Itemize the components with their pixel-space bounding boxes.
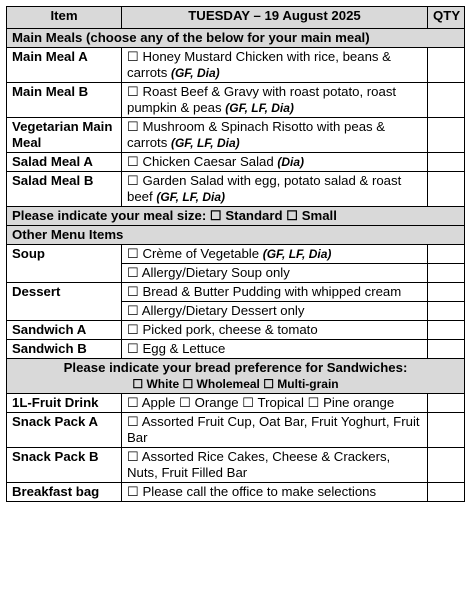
soup-option-dietary[interactable]: ☐ Allergy/Dietary Soup only: [122, 264, 428, 283]
snack-pack-a-option[interactable]: ☐ Assorted Fruit Cup, Oat Bar, Fruit Yoghurt, Fruit Bar: [122, 413, 428, 448]
table-row: [7, 172, 465, 207]
dessert-label: Dessert: [7, 283, 122, 321]
vegetarian-meal-qty[interactable]: [428, 118, 465, 153]
soup-label: Soup: [7, 245, 122, 283]
snack-pack-b-label: Snack Pack B: [7, 448, 122, 483]
table-row: [7, 448, 465, 483]
table-row: [7, 245, 465, 264]
salad-meal-a-qty[interactable]: [428, 153, 465, 172]
salad-meal-a-label: Salad Meal A: [7, 153, 122, 172]
dessert-pudding-qty[interactable]: [428, 283, 465, 302]
table-row: [7, 48, 465, 83]
main-meal-b-qty[interactable]: [428, 83, 465, 118]
table-row: [7, 483, 465, 502]
meal-size-prompt[interactable]: Please indicate your meal size: ☐ Standard ☐ Small: [7, 207, 465, 226]
qty-column-header: QTY: [428, 7, 465, 29]
salad-meal-b-qty[interactable]: [428, 172, 465, 207]
soup-option-vegetable[interactable]: ☐ Crème of Vegetable (GF, LF, Dia): [122, 245, 428, 264]
snack-pack-b-qty[interactable]: [428, 448, 465, 483]
main-meal-b-label: Main Meal B: [7, 83, 122, 118]
main-meal-a-option[interactable]: ☐ Honey Mustard Chicken with rice, beans & carrots (GF, Dia): [122, 48, 428, 83]
table-row: [7, 118, 465, 153]
menu-order-table: [6, 6, 465, 502]
other-items-heading-row: [7, 226, 465, 245]
bread-preference-options[interactable]: ☐ White ☐ Wholemeal ☐ Multi-grain: [132, 377, 339, 391]
main-meals-heading-row: [7, 29, 465, 48]
bread-preference-question: Please indicate your bread preference for Sandwiches:: [63, 360, 408, 375]
main-meal-a-qty[interactable]: [428, 48, 465, 83]
header-row: [7, 7, 465, 29]
snack-pack-a-label: Snack Pack A: [7, 413, 122, 448]
main-meal-a-label: Main Meal A: [7, 48, 122, 83]
sandwich-b-option[interactable]: ☐ Egg & Lettuce: [122, 340, 428, 359]
table-row: [7, 321, 465, 340]
other-items-heading: Other Menu Items: [7, 226, 465, 245]
breakfast-bag-option[interactable]: ☐ Please call the office to make selections: [122, 483, 428, 502]
fruit-drink-label: 1L-Fruit Drink: [7, 394, 122, 413]
breakfast-bag-label: Breakfast bag: [7, 483, 122, 502]
meal-size-row: [7, 207, 465, 226]
salad-meal-b-label: Salad Meal B: [7, 172, 122, 207]
soup-vegetable-qty[interactable]: [428, 245, 465, 264]
vegetarian-meal-label: Vegetarian Main Meal: [7, 118, 122, 153]
table-row: [7, 283, 465, 302]
fruit-drink-qty[interactable]: [428, 394, 465, 413]
bread-preference-row: [7, 359, 465, 394]
salad-meal-b-option[interactable]: ☐ Garden Salad with egg, potato salad & roast beef (GF, LF, Dia): [122, 172, 428, 207]
sandwich-b-label: Sandwich B: [7, 340, 122, 359]
table-row: [7, 340, 465, 359]
salad-meal-a-option[interactable]: ☐ Chicken Caesar Salad (Dia): [122, 153, 428, 172]
bread-preference-prompt[interactable]: [7, 359, 465, 394]
main-meal-b-option[interactable]: ☐ Roast Beef & Gravy with roast potato, roast pumpkin & peas (GF, LF, Dia): [122, 83, 428, 118]
day-column-header: TUESDAY – 19 August 2025: [122, 7, 428, 29]
sandwich-a-qty[interactable]: [428, 321, 465, 340]
dessert-dietary-qty[interactable]: [428, 302, 465, 321]
soup-dietary-qty[interactable]: [428, 264, 465, 283]
item-column-header: Item: [7, 7, 122, 29]
table-row: [7, 83, 465, 118]
table-row: [7, 153, 465, 172]
main-meals-heading: Main Meals (choose any of the below for your main meal): [7, 29, 465, 48]
dessert-option-pudding[interactable]: ☐ Bread & Butter Pudding with whipped cream: [122, 283, 428, 302]
snack-pack-b-option[interactable]: ☐ Assorted Rice Cakes, Cheese & Crackers, Nuts, Fruit Filled Bar: [122, 448, 428, 483]
vegetarian-meal-option[interactable]: ☐ Mushroom & Spinach Risotto with peas & carrots (GF, LF, Dia): [122, 118, 428, 153]
snack-pack-a-qty[interactable]: [428, 413, 465, 448]
table-row: [7, 413, 465, 448]
sandwich-a-label: Sandwich A: [7, 321, 122, 340]
sandwich-b-qty[interactable]: [428, 340, 465, 359]
sandwich-a-option[interactable]: ☐ Picked pork, cheese & tomato: [122, 321, 428, 340]
dessert-option-dietary[interactable]: ☐ Allergy/Dietary Dessert only: [122, 302, 428, 321]
breakfast-bag-qty[interactable]: [428, 483, 465, 502]
table-row: [7, 394, 465, 413]
fruit-drink-option[interactable]: ☐ Apple ☐ Orange ☐ Tropical ☐ Pine orange: [122, 394, 428, 413]
